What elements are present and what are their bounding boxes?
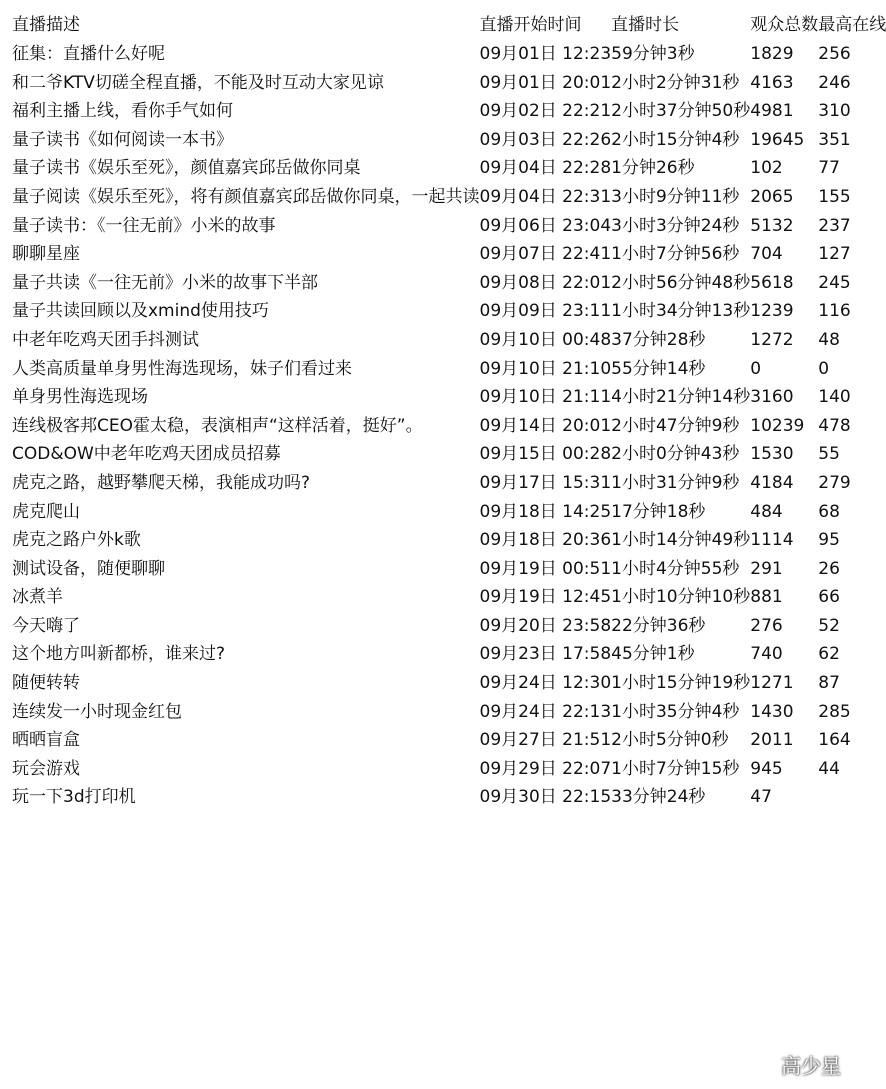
cell-duration: 1小时7分钟56秒 <box>611 244 740 265</box>
cell-peak-online: 246 <box>818 72 851 93</box>
cell-description: 量子共读回顾以及xmind使用技巧 <box>12 301 269 322</box>
table-row <box>12 69 886 98</box>
cell-start-time: 09月30日 22:15 <box>479 787 612 808</box>
cell-duration: 1小时35分钟4秒 <box>611 701 740 722</box>
cell-total-viewers: 2011 <box>750 730 794 751</box>
cell-peak-online: 164 <box>818 730 851 751</box>
cell-peak-online: 245 <box>818 272 851 293</box>
cell-description: 随便转转 <box>12 673 80 694</box>
cell-start-time: 09月17日 15:31 <box>479 472 612 493</box>
cell-start-time: 09月18日 20:36 <box>479 530 612 551</box>
cell-total-viewers: 1530 <box>750 444 794 465</box>
cell-description: 测试设备，随便聊聊 <box>12 558 165 579</box>
cell-duration: 2小时37分钟50秒 <box>611 101 751 122</box>
cell-total-viewers: 5132 <box>750 215 794 236</box>
cell-total-viewers: 704 <box>750 244 783 265</box>
cell-peak-online: 26 <box>818 558 840 579</box>
table-row <box>12 126 886 155</box>
cell-duration: 1小时15分钟19秒 <box>611 673 751 694</box>
cell-total-viewers: 1114 <box>750 530 794 551</box>
cell-description: 量子共读《一往无前》小米的故事下半部 <box>12 272 318 293</box>
cell-duration: 1小时14分钟49秒 <box>611 530 751 551</box>
cell-duration: 4小时21分钟14秒 <box>611 387 751 408</box>
cell-duration: 1小时10分钟10秒 <box>611 587 751 608</box>
cell-duration: 17分钟18秒 <box>611 501 706 522</box>
cell-duration: 1小时34分钟13秒 <box>611 301 751 322</box>
cell-total-viewers: 10239 <box>750 415 805 436</box>
cell-duration: 3小时9分钟11秒 <box>611 186 740 207</box>
cell-description: COD&OW中老年吃鸡天团成员招募 <box>12 444 281 465</box>
table-row <box>12 726 886 755</box>
cell-total-viewers: 2065 <box>750 186 794 207</box>
cell-total-viewers: 945 <box>750 758 783 779</box>
cell-start-time: 09月27日 21:51 <box>479 730 612 751</box>
cell-peak-online: 310 <box>818 101 851 122</box>
cell-description: 玩会游戏 <box>12 758 80 779</box>
cell-duration: 3小时3分钟24秒 <box>611 215 740 236</box>
table-row <box>12 612 886 641</box>
cell-duration: 2小时15分钟4秒 <box>611 129 740 150</box>
cell-peak-online: 52 <box>818 615 840 636</box>
cell-start-time: 09月24日 12:30 <box>479 673 612 694</box>
cell-peak-online: 95 <box>818 530 840 551</box>
cell-description: 单身男性海选现场 <box>12 387 148 408</box>
cell-total-viewers: 1271 <box>750 673 794 694</box>
cell-duration: 1小时31分钟9秒 <box>611 472 740 493</box>
table-row <box>12 640 886 669</box>
cell-total-viewers: 1430 <box>750 701 794 722</box>
cell-start-time: 09月20日 23:58 <box>479 615 612 636</box>
cell-peak-online: 478 <box>818 415 851 436</box>
cell-peak-online: 87 <box>818 673 840 694</box>
table-row <box>12 40 886 69</box>
header-description: 直播描述 <box>12 15 80 35</box>
table-row <box>12 326 886 355</box>
header-peak-online: 最高在线 <box>818 15 886 35</box>
cell-total-viewers: 4184 <box>750 472 794 493</box>
live-stream-table <box>12 10 886 812</box>
cell-total-viewers: 1239 <box>750 301 794 322</box>
cell-description: 和二爷KTV切磋全程直播，不能及时互动大家见谅 <box>12 72 384 93</box>
table-row <box>12 355 886 384</box>
cell-start-time: 09月18日 14:25 <box>479 501 612 522</box>
cell-total-viewers: 291 <box>750 558 783 579</box>
table-body <box>12 40 886 812</box>
cell-total-viewers: 4163 <box>750 72 794 93</box>
cell-description: 人类高质量单身男性海选现场，妹子们看过来 <box>12 358 352 379</box>
cell-start-time: 09月14日 20:01 <box>479 415 612 436</box>
cell-peak-online: 55 <box>818 444 840 465</box>
table-row <box>12 583 886 612</box>
watermark <box>749 1050 841 1079</box>
cell-total-viewers: 276 <box>750 615 783 636</box>
wechat-logo-icon <box>749 1054 775 1076</box>
cell-total-viewers: 881 <box>750 587 783 608</box>
table-row <box>12 555 886 584</box>
cell-start-time: 09月15日 00:28 <box>479 444 612 465</box>
cell-start-time: 09月07日 22:41 <box>479 244 612 265</box>
table-row <box>12 412 886 441</box>
cell-duration: 59分钟3秒 <box>611 44 695 64</box>
cell-description: 玩一下3d打印机 <box>12 787 136 808</box>
watermark-text: 高少星 <box>781 1054 841 1078</box>
cell-description: 福利主播上线，看你手气如何 <box>12 101 233 122</box>
cell-start-time: 09月04日 22:28 <box>479 158 612 179</box>
cell-start-time: 09月04日 22:31 <box>479 186 612 207</box>
cell-total-viewers: 3160 <box>750 387 794 408</box>
cell-total-viewers: 5618 <box>750 272 794 293</box>
cell-total-viewers: 1272 <box>750 329 794 350</box>
cell-total-viewers: 47 <box>750 787 772 808</box>
cell-description: 征集：直播什么好呢 <box>12 44 165 64</box>
table-row <box>12 498 886 527</box>
cell-duration: 1分钟26秒 <box>611 158 695 179</box>
table-row <box>12 755 886 784</box>
cell-duration: 37分钟28秒 <box>611 329 706 350</box>
table-row <box>12 297 886 326</box>
cell-duration: 2小时5分钟0秒 <box>611 730 729 751</box>
cell-peak-online: 155 <box>818 186 851 207</box>
cell-total-viewers: 4981 <box>750 101 794 122</box>
cell-description: 量子阅读《娱乐至死》，将有颜值嘉宾邱岳做你同桌，一起共读 <box>12 186 480 207</box>
table-row <box>12 698 886 727</box>
cell-peak-online: 237 <box>818 215 851 236</box>
header-total-viewers: 观众总数 <box>750 15 819 35</box>
cell-duration: 45分钟1秒 <box>611 644 695 665</box>
cell-total-viewers: 740 <box>750 644 783 665</box>
table-row <box>12 469 886 498</box>
cell-peak-online: 44 <box>818 758 840 779</box>
cell-start-time: 09月02日 22:21 <box>479 101 612 122</box>
cell-start-time: 09月19日 12:45 <box>479 587 612 608</box>
table-row <box>12 183 886 212</box>
cell-peak-online: 48 <box>818 329 840 350</box>
cell-description: 聊聊星座 <box>12 244 80 265</box>
cell-start-time: 09月08日 22:01 <box>479 272 612 293</box>
cell-peak-online: 77 <box>818 158 840 179</box>
cell-peak-online: 285 <box>818 701 851 722</box>
cell-description: 中老年吃鸡天团手抖测试 <box>12 329 199 350</box>
cell-peak-online: 127 <box>818 244 851 265</box>
cell-duration: 22分钟36秒 <box>611 615 706 636</box>
table-row <box>12 383 886 412</box>
cell-duration: 55分钟14秒 <box>611 358 706 379</box>
table-row <box>12 154 886 183</box>
table-row <box>12 240 886 269</box>
table-row <box>12 440 886 469</box>
table-row <box>12 97 886 126</box>
cell-start-time: 09月23日 17:58 <box>479 644 612 665</box>
cell-description: 虎克之路户外k歌 <box>12 530 141 551</box>
cell-start-time: 09月01日 20:01 <box>479 72 612 93</box>
header-duration: 直播时长 <box>611 15 680 35</box>
cell-total-viewers: 1829 <box>750 44 794 64</box>
cell-total-viewers: 0 <box>750 358 762 379</box>
cell-peak-online: 279 <box>818 472 851 493</box>
cell-peak-online: 66 <box>818 587 840 608</box>
cell-peak-online: 351 <box>818 129 851 150</box>
cell-peak-online: 256 <box>818 44 851 64</box>
cell-start-time: 09月24日 22:13 <box>479 701 612 722</box>
cell-description: 连线极客邦CEO霍太稳，表演相声“这样活着，挺好”。 <box>12 415 423 436</box>
table-row <box>12 783 886 812</box>
header-start-time: 直播开始时间 <box>479 15 582 35</box>
cell-description: 连续发一小时现金红包 <box>12 701 182 722</box>
cell-start-time: 09月29日 22:07 <box>479 758 612 779</box>
cell-start-time: 09月10日 21:10 <box>479 358 612 379</box>
cell-description: 量子读书《娱乐至死》，颜值嘉宾邱岳做你同桌 <box>12 158 361 179</box>
cell-total-viewers: 484 <box>750 501 783 522</box>
header-row <box>12 10 886 40</box>
cell-duration: 2小时56分钟48秒 <box>611 272 751 293</box>
cell-start-time: 09月09日 23:11 <box>479 301 612 322</box>
cell-start-time: 09月10日 21:11 <box>479 387 612 408</box>
cell-start-time: 09月06日 23:04 <box>479 215 612 236</box>
cell-start-time: 09月03日 22:26 <box>479 129 612 150</box>
cell-description: 虎克爬山 <box>12 501 80 522</box>
cell-peak-online <box>818 783 886 812</box>
cell-description: 这个地方叫新都桥，谁来过? <box>12 644 226 665</box>
cell-duration: 33分钟24秒 <box>611 787 706 808</box>
cell-peak-online: 62 <box>818 644 840 665</box>
cell-description: 量子读书《如何阅读一本书》 <box>12 129 233 150</box>
cell-duration: 1小时4分钟55秒 <box>611 558 740 579</box>
cell-duration: 1小时7分钟15秒 <box>611 758 740 779</box>
cell-description: 晒晒盲盒 <box>12 730 80 751</box>
table-row <box>12 669 886 698</box>
cell-description: 冰煮羊 <box>12 587 63 608</box>
cell-start-time: 09月19日 00:51 <box>479 558 612 579</box>
table-row <box>12 269 886 298</box>
cell-peak-online: 68 <box>818 501 840 522</box>
table-header <box>12 10 886 40</box>
cell-peak-online: 116 <box>818 301 851 322</box>
cell-start-time: 09月01日 12:23 <box>479 44 612 64</box>
cell-duration: 2小时2分钟31秒 <box>611 72 740 93</box>
cell-peak-online: 0 <box>818 358 830 379</box>
cell-duration: 2小时47分钟9秒 <box>611 415 740 436</box>
cell-total-viewers: 102 <box>750 158 783 179</box>
cell-description: 虎克之路，越野攀爬天梯，我能成功吗? <box>12 472 311 493</box>
cell-description: 量子读书：《一往无前》小米的故事 <box>12 215 276 236</box>
cell-peak-online: 140 <box>818 387 851 408</box>
table-row <box>12 526 886 555</box>
table-row <box>12 212 886 241</box>
cell-description: 今天嗨了 <box>12 615 80 636</box>
cell-start-time: 09月10日 00:48 <box>479 329 612 350</box>
cell-duration: 2小时0分钟43秒 <box>611 444 740 465</box>
cell-total-viewers: 19645 <box>750 129 805 150</box>
